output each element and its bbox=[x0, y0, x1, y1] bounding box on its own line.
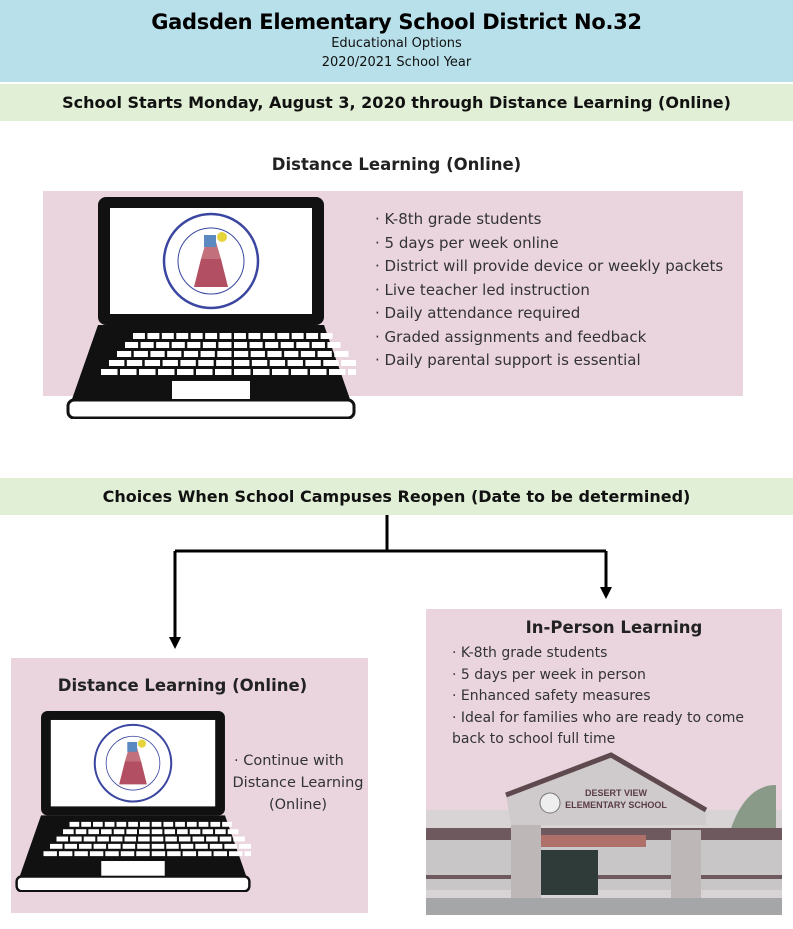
choice-distance-text bbox=[232, 750, 364, 816]
school-building-photo bbox=[426, 750, 782, 915]
text-line: (Online) bbox=[268, 797, 328, 813]
list-item: · K-8th grade students bbox=[375, 210, 542, 228]
arrow-right-icon bbox=[600, 587, 612, 599]
reopen-banner: Choices When School Campuses Reopen (Date to be determined) bbox=[0, 478, 793, 515]
laptop-illustration bbox=[66, 197, 356, 419]
list-item: · Daily parental support is essential bbox=[375, 351, 641, 369]
district-logo-icon bbox=[164, 214, 258, 308]
header bbox=[0, 0, 793, 82]
arrow-left-icon bbox=[169, 637, 181, 649]
list-item: · Enhanced safety measures bbox=[452, 688, 651, 704]
choice-inperson-heading: In-Person Learning bbox=[525, 618, 703, 637]
list-item: · Live teacher led instruction bbox=[375, 280, 590, 299]
inperson-bullets bbox=[452, 643, 744, 751]
text-line: Distance Learning bbox=[232, 775, 364, 791]
list-item: · Graded assignments and feedback bbox=[375, 327, 647, 346]
choice-distance-heading: Distance Learning (Online) bbox=[57, 676, 308, 695]
list-item: · Ideal for families who are ready to come bbox=[452, 709, 745, 726]
sign-line2: ELEMENTARY SCHOOL bbox=[565, 800, 667, 810]
distance-heading: Distance Learning (Online) bbox=[271, 155, 522, 174]
school-year: 2020/2021 School Year bbox=[321, 55, 472, 70]
start-banner: School Starts Monday, August 3, 2020 through Distance Learning (Online) bbox=[0, 84, 793, 121]
list-item: · K-8th grade students bbox=[452, 645, 608, 661]
list-item: · Daily attendance required bbox=[375, 304, 581, 322]
page-title: Gadsden Elementary School District No.32 bbox=[151, 10, 642, 34]
list-item: · 5 days per week online bbox=[375, 233, 559, 252]
distance-bullets bbox=[375, 208, 723, 373]
list-item: · District will provide device or weekly packets bbox=[375, 257, 724, 275]
text-line: · Continue with bbox=[234, 753, 344, 769]
laptop-illustration bbox=[15, 711, 251, 892]
list-item: · 5 days per week in person bbox=[452, 666, 646, 683]
district-logo-icon bbox=[95, 725, 171, 802]
sign-line1: DESERT VIEW bbox=[584, 788, 648, 798]
list-item: back to school full time bbox=[452, 731, 616, 747]
subtitle: Educational Options bbox=[331, 36, 462, 51]
